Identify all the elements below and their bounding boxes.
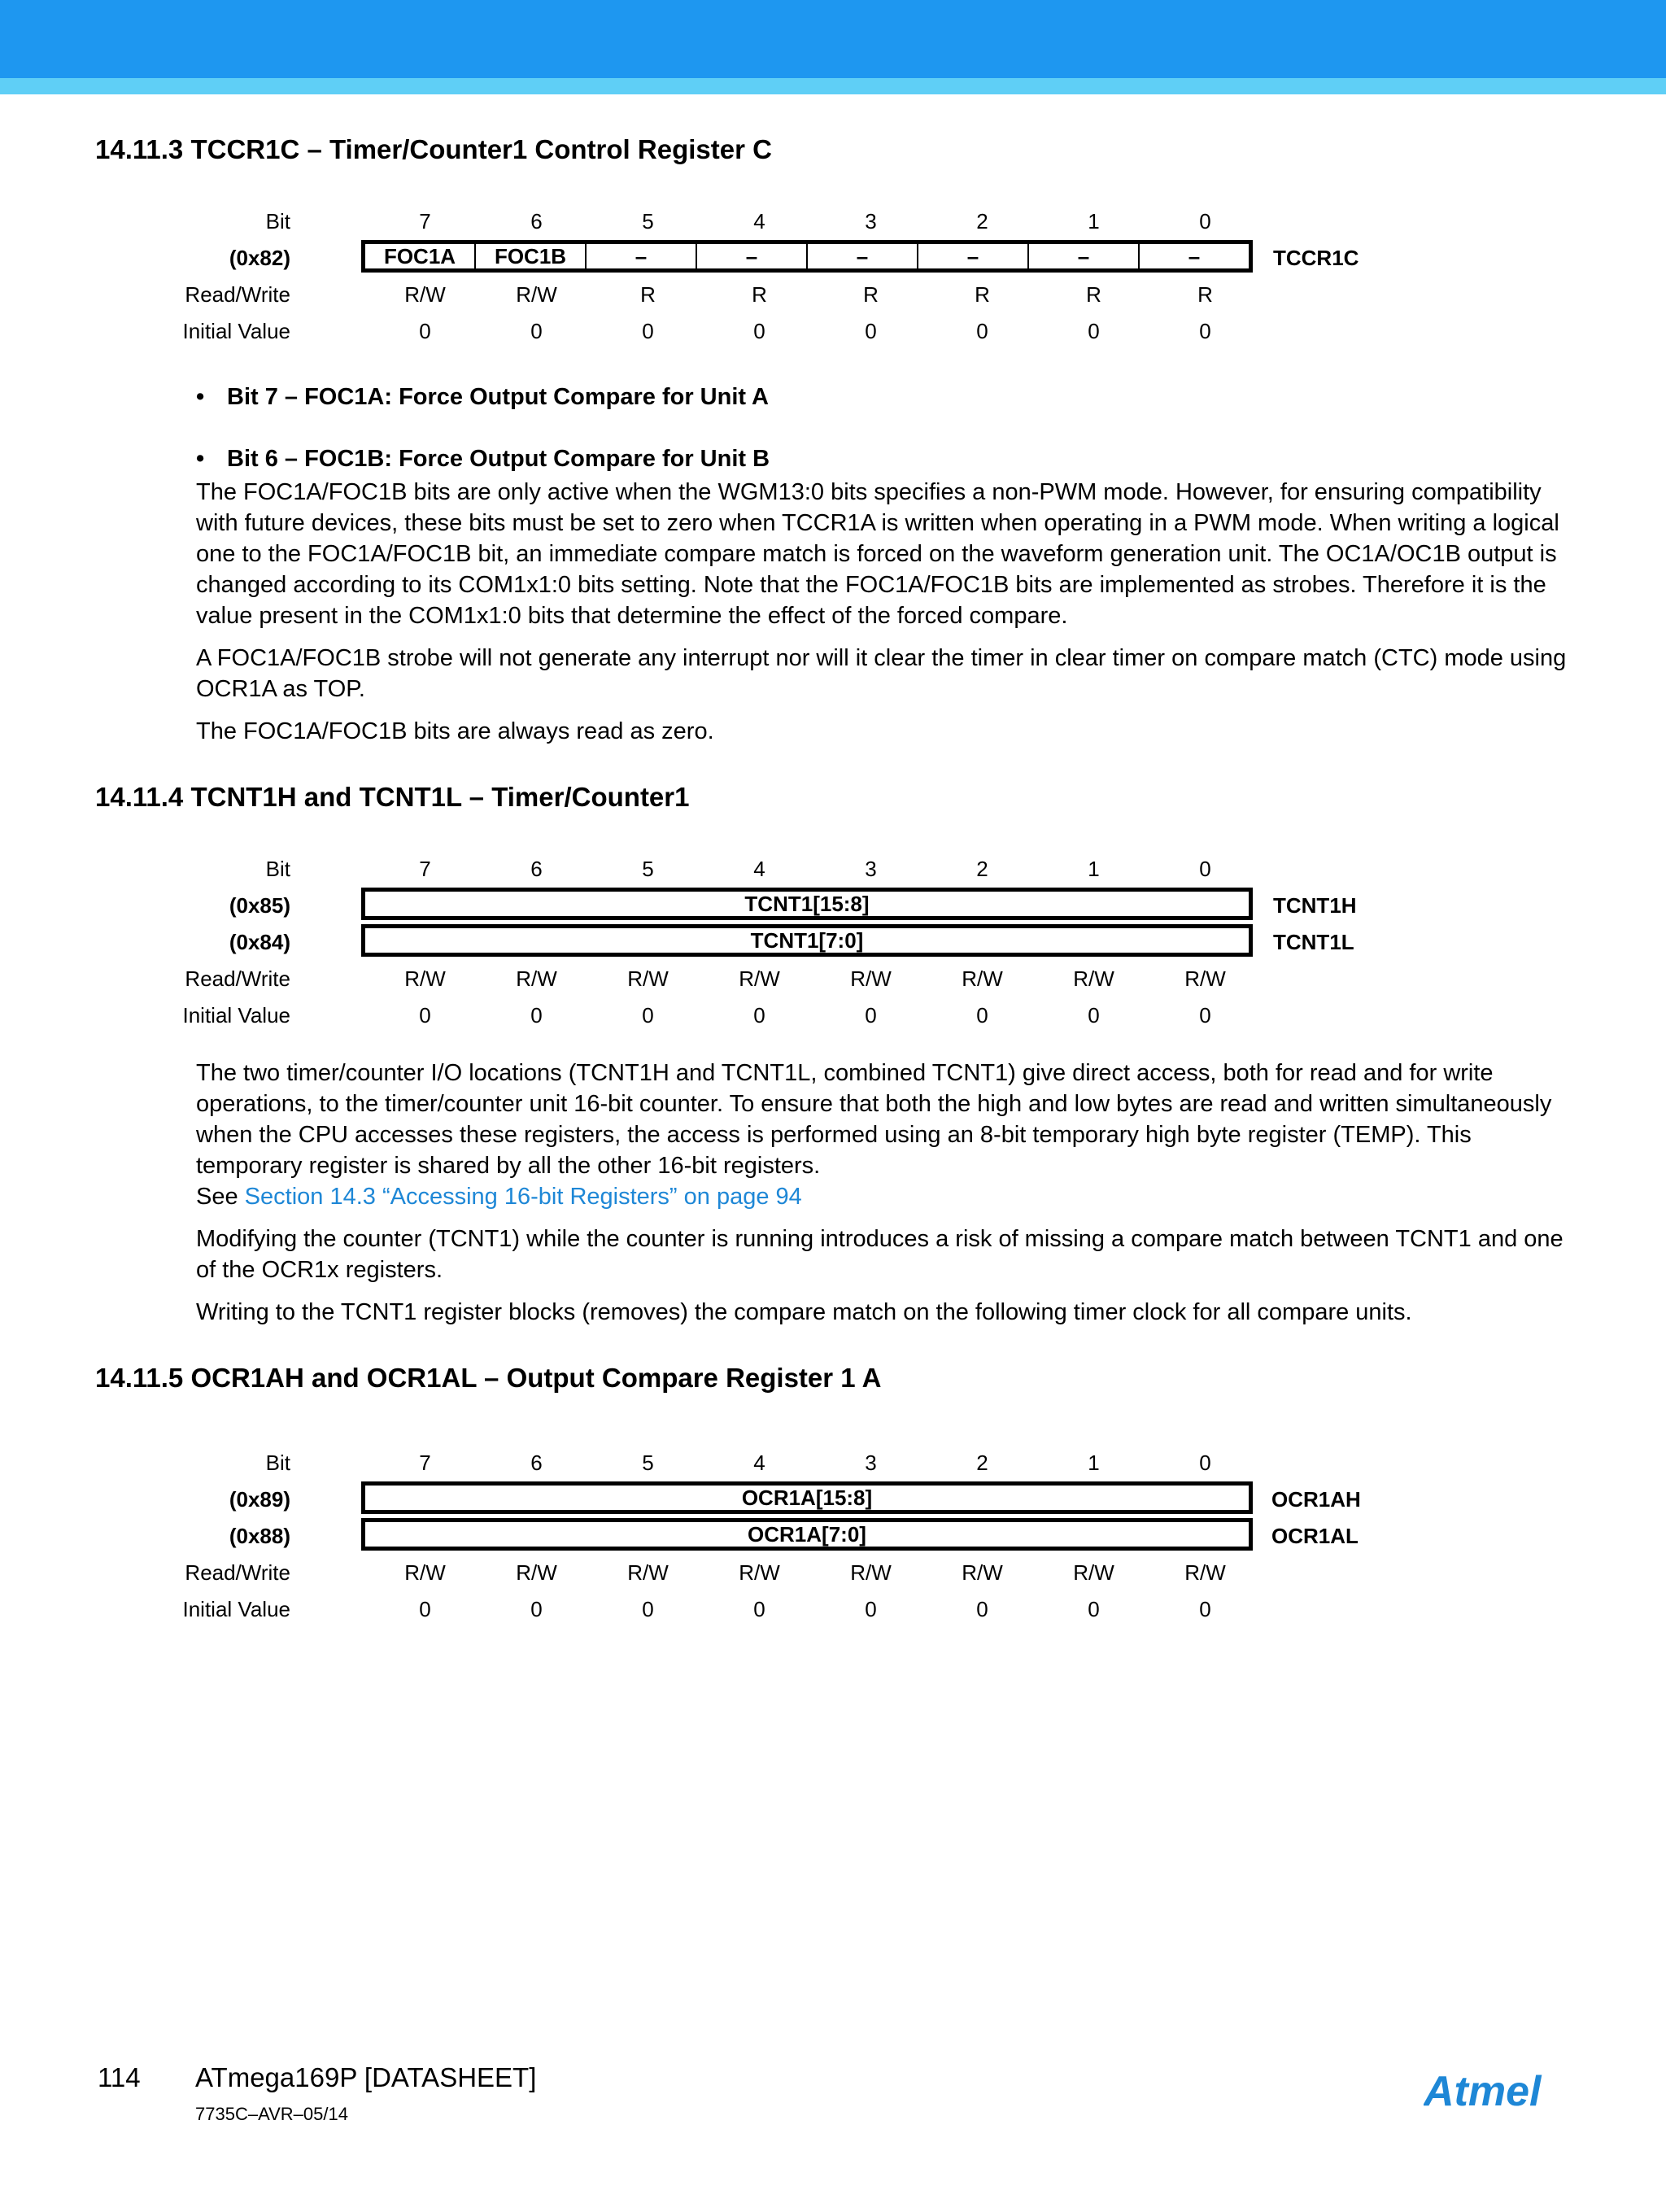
register-bit-row <box>95 851 1572 883</box>
register-name: TCNT1L <box>1273 930 1354 954</box>
rw-value: R/W <box>1073 966 1114 991</box>
bit-number: 2 <box>976 857 988 881</box>
init-value: 0 <box>753 319 765 343</box>
init-value: 0 <box>419 319 431 343</box>
rw-value: R/W <box>962 1560 1003 1585</box>
init-value: 0 <box>865 319 877 343</box>
bit-number: 0 <box>1199 1451 1211 1475</box>
register-bit-row <box>95 1445 1572 1477</box>
section-heading-tccr1c: 14.11.3 TCCR1C – Timer/Counter1 Control Register C <box>95 134 772 164</box>
rw-label: Read/Write <box>185 1560 290 1585</box>
init-value: 0 <box>530 1597 543 1621</box>
paragraph: The FOC1A/FOC1B bits are only active when the WGM13:0 bits specifies a non-PWM mode. However, for ensuring compatibility with future devices, these bits must be set to zero when TCCR1A is written when operating in a PWM mode. When writing a logical one to the FOC1A/FOC1B bit, an immediate compare match is forced on the waveform generation unit. The OC1A/OC1B output is changed according to its COM1x1:0 bits setting. Note that the FOC1A/FOC1B bits are implemented as strobes. Therefore it is the value present in the COM1x1:0 bits that determine the effect of the forced compare. <box>196 479 1559 629</box>
bullet-dot: • <box>196 446 205 472</box>
bit-number: 6 <box>530 857 543 881</box>
init-value: 0 <box>642 319 654 343</box>
init-value: 0 <box>865 1003 877 1027</box>
atmel-logo <box>1424 2066 1574 2115</box>
rw-value: R/W <box>404 282 446 307</box>
init-value: 0 <box>642 1003 654 1027</box>
register-field <box>361 1518 1253 1551</box>
init-value: 0 <box>1199 1597 1211 1621</box>
rw-value: R/W <box>627 1560 669 1585</box>
bit-number: 3 <box>865 209 877 233</box>
bit-number: 5 <box>642 1451 654 1475</box>
bit-number: 1 <box>1088 857 1100 881</box>
section-link[interactable]: Section 14.3 “Accessing 16-bit Registers” on page 94 <box>244 1184 802 1210</box>
register-high-row <box>95 1481 1572 1514</box>
bullet-foc1b <box>196 443 1572 475</box>
rw-value: R/W <box>516 1560 557 1585</box>
register-field-label: OCR1A[7:0] <box>748 1521 866 1547</box>
bit-label: Bit <box>265 209 290 233</box>
register-rw-row <box>95 277 1572 309</box>
bullet-text: Bit 7 – FOC1A: Force Output Compare for Unit A <box>227 384 769 410</box>
bit-number: 2 <box>976 209 988 233</box>
register-address: (0x88) <box>229 1524 290 1548</box>
init-value: 0 <box>1088 319 1100 343</box>
see-reference <box>196 1181 1572 1212</box>
bit-number: 3 <box>865 857 877 881</box>
logo-text: Atmel <box>1424 2068 1542 2115</box>
init-value: 0 <box>1088 1597 1100 1621</box>
paragraph: A FOC1A/FOC1B strobe will not generate any interrupt nor will it clear the timer in clear timer on compare match (CTC) mode using OCR1A as TOP. <box>196 645 1567 702</box>
register-name: OCR1AH <box>1271 1487 1361 1512</box>
section-heading-ocr1a: 14.11.5 OCR1AH and OCR1AL – Output Compare Register 1 A <box>95 1363 882 1393</box>
register-cell: – <box>808 244 918 268</box>
rw-value: R/W <box>1184 1560 1226 1585</box>
rw-value: R <box>640 282 656 307</box>
rw-value: R/W <box>739 1560 780 1585</box>
bit-label: Bit <box>265 1451 290 1475</box>
register-cell: – <box>1188 244 1201 268</box>
bit-number: 1 <box>1088 1451 1100 1475</box>
register-address: (0x84) <box>229 930 290 954</box>
register-name: TCCR1C <box>1273 246 1359 270</box>
rw-value: R/W <box>404 966 446 991</box>
init-value: 0 <box>976 1003 988 1027</box>
bullet-foc1a <box>196 381 1572 413</box>
register-bit-row <box>95 203 1572 236</box>
bit-number: 5 <box>642 209 654 233</box>
register-field <box>361 924 1253 957</box>
page-number: 114 <box>98 2062 141 2092</box>
init-value: 0 <box>1199 1003 1211 1027</box>
register-init-row <box>95 1591 1572 1624</box>
bullet-text: Bit 6 – FOC1B: Force Output Compare for Unit B <box>227 446 770 472</box>
bit-number: 2 <box>976 1451 988 1475</box>
register-cell: – <box>918 244 1029 268</box>
rw-value: R/W <box>850 1560 892 1585</box>
paragraph: Writing to the TCNT1 register blocks (removes) the compare match on the following timer clock for all compare units. <box>196 1299 1412 1325</box>
bit-number: 6 <box>530 209 543 233</box>
bit-number: 7 <box>419 857 431 881</box>
register-init-row <box>95 997 1572 1030</box>
init-value: 0 <box>976 319 988 343</box>
init-value: 0 <box>419 1597 431 1621</box>
rw-value: R/W <box>627 966 669 991</box>
rw-value: R <box>975 282 990 307</box>
paragraph: The FOC1A/FOC1B bits are always read as zero. <box>196 718 714 744</box>
rw-value: R/W <box>516 282 557 307</box>
bit-number: 4 <box>753 209 765 233</box>
init-value: 0 <box>642 1597 654 1621</box>
register-address: (0x85) <box>229 893 290 918</box>
register-init-row <box>95 313 1572 346</box>
rw-value: R/W <box>850 966 892 991</box>
register-field-label: OCR1A[15:8] <box>741 1485 873 1510</box>
register-cell: – <box>1029 244 1140 268</box>
page-content <box>95 130 1572 1624</box>
init-value: 0 <box>865 1597 877 1621</box>
header-bar <box>0 0 1666 78</box>
section-heading-tcnt1: 14.11.4 TCNT1H and TCNT1L – Timer/Counter1 <box>95 782 690 812</box>
bit-number: 0 <box>1199 209 1211 233</box>
register-name: OCR1AL <box>1271 1524 1359 1548</box>
init-value: 0 <box>530 319 543 343</box>
paragraph: The two timer/counter I/O locations (TCNT1H and TCNT1L, combined TCNT1) give direct access, both for read and for write operations, to the timer/counter unit 16-bit counter. To ensure that both the high and low bytes are read and written simultaneously when the CPU accesses these registers, the access is performed using an 8-bit temporary high byte register (TEMP). This temporary register is shared by all the other 16-bit registers. <box>196 1060 1552 1179</box>
register-cell: – <box>697 244 808 268</box>
init-value: 0 <box>419 1003 431 1027</box>
register-address: (0x89) <box>229 1487 290 1512</box>
register-address: (0x82) <box>229 246 290 270</box>
document-code: 7735C–AVR–05/14 <box>195 2104 348 2124</box>
register-field-label: TCNT1[7:0] <box>750 927 864 953</box>
init-value: 0 <box>753 1003 765 1027</box>
register-cell: – <box>587 244 697 268</box>
register-high-row <box>95 888 1572 920</box>
rw-label: Read/Write <box>185 282 290 307</box>
document-title: ATmega169P [DATASHEET] <box>195 2062 537 2092</box>
bit-number: 1 <box>1088 209 1100 233</box>
register-cells <box>361 240 1253 273</box>
bullet-dot: • <box>196 384 205 410</box>
init-label: Initial Value <box>182 1003 290 1027</box>
rw-value: R <box>752 282 767 307</box>
init-value: 0 <box>753 1597 765 1621</box>
rw-value: R <box>1197 282 1213 307</box>
rw-value: R/W <box>1073 1560 1114 1585</box>
register-rw-row <box>95 1555 1572 1587</box>
register-cell: FOC1B <box>476 244 587 268</box>
rw-value: R <box>1086 282 1101 307</box>
rw-value: R/W <box>739 966 780 991</box>
init-value: 0 <box>1088 1003 1100 1027</box>
init-label: Initial Value <box>182 1597 290 1621</box>
bit-label: Bit <box>265 857 290 881</box>
bit-number: 6 <box>530 1451 543 1475</box>
paragraph: Modifying the counter (TCNT1) while the counter is running introduces a risk of missing a compare match between TCNT1 and one of the OCR1x registers. <box>196 1226 1564 1283</box>
register-cell: FOC1A <box>365 244 476 268</box>
init-value: 0 <box>1199 319 1211 343</box>
rw-value: R <box>863 282 879 307</box>
init-value: 0 <box>530 1003 543 1027</box>
bit-number: 3 <box>865 1451 877 1475</box>
see-prefix: See <box>196 1184 245 1210</box>
bit-number: 4 <box>753 1451 765 1475</box>
rw-value: R/W <box>404 1560 446 1585</box>
header-strip <box>0 78 1666 94</box>
register-field <box>361 1481 1253 1514</box>
bit-number: 0 <box>1199 857 1211 881</box>
rw-value: R/W <box>516 966 557 991</box>
register-name: TCNT1H <box>1273 893 1357 918</box>
rw-value: R/W <box>1184 966 1226 991</box>
bit-number: 7 <box>419 1451 431 1475</box>
register-rw-row <box>95 961 1572 993</box>
rw-label: Read/Write <box>185 966 290 991</box>
init-value: 0 <box>976 1597 988 1621</box>
register-value-row <box>95 240 1572 273</box>
register-low-row <box>95 924 1572 957</box>
register-field <box>361 888 1253 920</box>
register-field-label: TCNT1[15:8] <box>744 891 870 916</box>
register-low-row <box>95 1518 1572 1551</box>
init-label: Initial Value <box>182 319 290 343</box>
bit-number: 7 <box>419 209 431 233</box>
bit-number: 4 <box>753 857 765 881</box>
bit-number: 5 <box>642 857 654 881</box>
rw-value: R/W <box>962 966 1003 991</box>
